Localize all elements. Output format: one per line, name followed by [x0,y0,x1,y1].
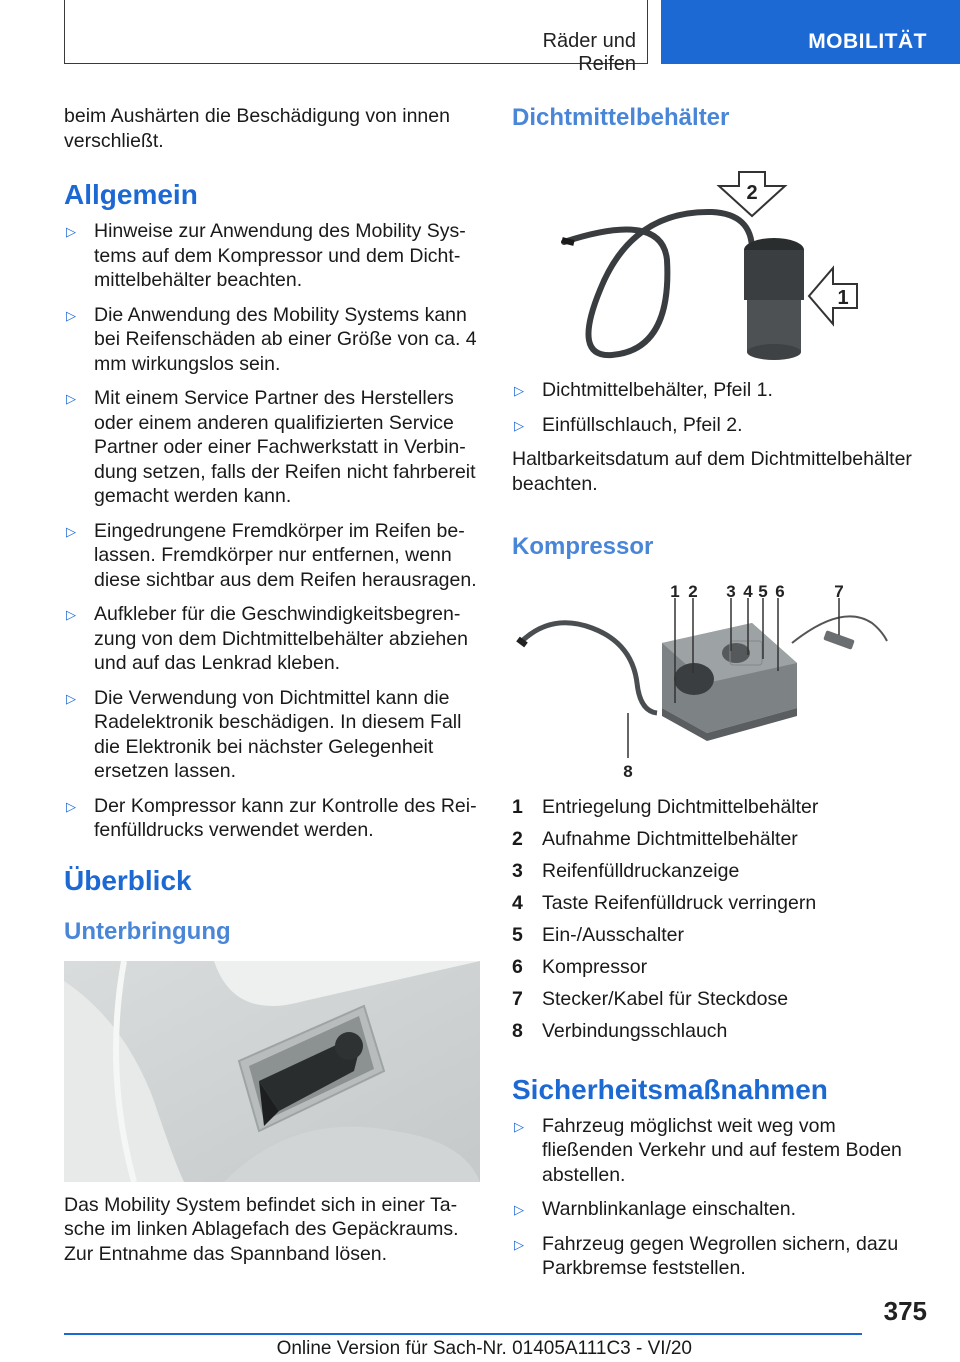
callout-3: 3 [726,583,736,601]
legend-number: 4 [512,892,523,914]
legend-text: Entriegelung Dichtmittelbehälter [542,796,819,818]
legend-number: 5 [512,924,523,946]
callout-4: 4 [743,583,753,601]
legend-text: Kompressor [542,956,648,978]
compressor-legend-item [512,795,926,820]
safety-list-item [512,1232,926,1281]
callout-8: 8 [623,762,633,781]
triangle-bullet-icon: ▷ [66,391,76,406]
intro-text: beim Aushärten die Beschädigung von innen verschließt. [64,105,450,152]
heading-dichtmittelbehaelter: Dichtmittelbehälter [512,104,730,131]
legend-text: Taste Reifenfülldruck verringern [542,892,817,914]
right-column [512,104,926,1291]
list-item-text: Der Kompressor kann zur Kontrolle des Rei-fenfülldrucks verwendet werden. [94,794,477,841]
triangle-bullet-icon: ▷ [66,224,76,239]
heading-unterbringung: Unterbringung [64,917,231,945]
page-number: 375 [883,1296,927,1326]
container-note: Haltbarkeitsdatum auf dem Dichtmittelbehälter beachten. [512,448,912,495]
heading-sicherheitsmassnahmen: Sicherheitsmaßnahmen [512,1073,828,1105]
list-item-text: Dichtmittelbehälter, Pfeil 1. [542,379,773,401]
triangle-bullet-icon: ▷ [66,523,76,539]
footer-divider [64,1333,862,1335]
callout-6: 6 [775,583,785,601]
safety-list [512,1114,926,1281]
list-item-text: Hinweise zur Anwendung des Mobility Sys-tems auf dem Kompressor und dem Dicht-mittelbehälter beachten. [94,220,466,291]
compressor-figure [512,583,926,783]
tab-mobilitaet[interactable]: MOBILITÄT [661,0,960,64]
triangle-bullet-icon: ▷ [66,607,76,622]
legend-number: 8 [512,1020,523,1042]
list-item-text: Die Anwendung des Mobility Systems kann bei Reifenschäden ab einer Größe von ca. 4 mm wirkungslos sein. [94,303,477,375]
general-list-item [64,303,484,377]
list-item-text: Fahrzeug gegen Wegrollen sichern, dazu Parkbremse feststellen. [542,1232,899,1279]
legend-number: 6 [512,956,523,978]
compressor-legend-item [512,827,926,852]
legend-text: Ein-/Ausschalter [542,924,684,946]
compressor-legend-item [512,987,926,1012]
legend-text: Stecker/Kabel für Steckdose [542,988,789,1010]
triangle-bullet-icon: ▷ [514,1202,524,1217]
callout-5: 5 [758,583,768,601]
left-column [64,104,484,1266]
triangle-bullet-icon: ▷ [514,1118,524,1134]
heading-ueberblick: Überblick [64,864,192,896]
storage-photo [64,961,480,1182]
general-list-item [64,219,484,293]
callout-1: 1 [670,583,680,601]
compressor-legend-item [512,859,926,884]
triangle-bullet-icon: ▷ [66,307,76,323]
general-list-item [64,794,484,843]
arrow-label-1: 1 [837,287,849,309]
triangle-bullet-icon: ▷ [514,1236,524,1252]
callout-2: 2 [688,583,698,601]
general-list-item [64,386,484,509]
legend-text: Verbindungsschlauch [542,1020,728,1042]
container-list-item [512,378,926,403]
triangle-bullet-icon: ▷ [66,690,76,706]
legend-number: 2 [512,828,523,850]
compressor-legend-item [512,1019,926,1044]
footer-text: Online Version für Sach-Nr. 01405A111C3 - VI/20 [276,1338,692,1359]
heading-allgemein: Allgemein [64,179,198,210]
list-item-text: Warnblinkanlage einschalten. [542,1198,797,1220]
list-item-text: Eingedrungene Fremdkörper im Reifen be-lassen. Fremdkörper nur entfernen, wenn diese sichtbar aus dem Reifen herausragen. [94,519,477,591]
container-list-item [512,413,926,438]
legend-number: 3 [512,860,523,882]
list-item-text: Die Verwendung von Dichtmittel kann die Radelektronik beschädigen. In diesem Fall die Elektronik bei nächster Gelegenheit ersetzen lassen. [94,686,462,782]
legend-number: 1 [512,796,523,818]
sealant-container-figure [512,150,926,360]
general-list [64,219,484,843]
triangle-bullet-icon: ▷ [514,383,524,398]
list-item-text: Mit einem Service Partner des Herstellers oder einem anderen qualifizierten Service Partner oder einer Fachwerkstatt in Verbin-dung setzen, falls der Reifen nicht fahrbereit gemacht werden kann. [94,387,476,507]
legend-number: 7 [512,988,523,1010]
triangle-bullet-icon: ▷ [66,798,76,814]
general-list-item [64,686,484,784]
storage-text: Das Mobility System befindet sich in einer Ta-sche im linken Ablagefach des Gepäckraums. Zur Entnahme das Spannband lösen. [64,1193,459,1265]
legend-text: Reifenfülldruckanzeige [542,860,740,882]
container-list [512,378,926,437]
compressor-legend [512,795,926,1044]
legend-text: Aufnahme Dichtmittelbehälter [542,828,798,850]
arrow-label-2: 2 [746,182,758,204]
compressor-legend-item [512,955,926,980]
list-item-text: Fahrzeug möglichst weit weg vom fließenden Verkehr und auf festem Boden abstellen. [542,1114,902,1186]
callout-7: 7 [834,583,844,601]
general-list-item [64,519,484,593]
triangle-bullet-icon: ▷ [514,417,524,433]
list-item-text: Einfüllschlauch, Pfeil 2. [542,413,743,436]
compressor-legend-item [512,891,926,916]
general-list-item [64,602,484,676]
safety-list-item [512,1114,926,1188]
heading-kompressor: Kompressor [512,533,654,560]
list-item-text: Aufkleber für die Geschwindigkeitsbegren-zung von dem Dichtmittelbehälter abziehen und auf das Lenkrad kleben. [94,603,468,674]
safety-list-item [512,1197,926,1222]
section-title: Räder und Reifen [542,30,636,75]
compressor-legend-item [512,923,926,948]
